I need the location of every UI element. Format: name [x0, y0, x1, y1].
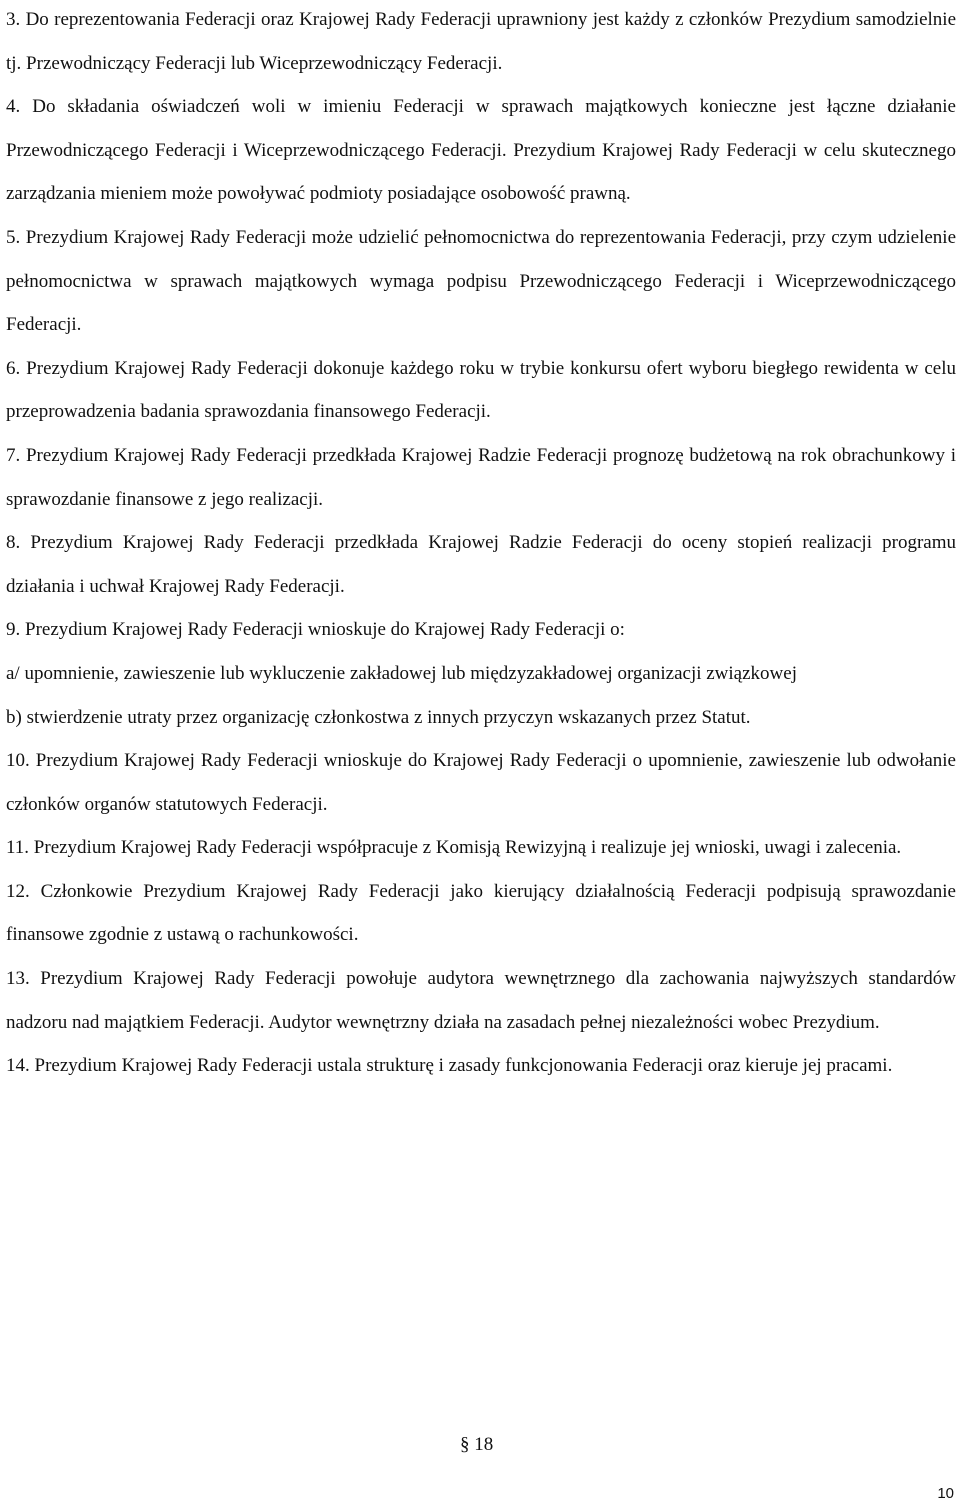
paragraph-10: 10. Prezydium Krajowej Rady Federacji wnioskuje do Krajowej Rady Federacji o upomnienie, zawieszenie lub odwołanie członków organów statutowych Federacji. [6, 750, 956, 815]
paragraph-9a: a/ upomnienie, zawieszenie lub wykluczenie zakładowej lub międzyzakładowej organizacji związkowej [6, 662, 797, 684]
paragraph-9b: b) stwierdzenie utraty przez organizację członkostwa z innych przyczyn wskazanych przez Statut. [6, 706, 751, 728]
page-number: 10 [937, 1485, 954, 1502]
paragraph-13: 13. Prezydium Krajowej Rady Federacji powołuje audytora wewnętrznego dla zachowania najwyższych standardów nadzoru nad majątkiem Federacji. Audytor wewnętrzny działa na zasadach pełnej niezależności wobec Prezydium. [6, 968, 956, 1033]
paragraph-3: 3. Do reprezentowania Federacji oraz Krajowej Rady Federacji uprawniony jest każdy z członków Prezydium samodzielnie tj. Przewodniczący Federacji lub Wiceprzewodniczący Federacji. [6, 9, 956, 74]
section-marker: § 18 [460, 1434, 494, 1455]
paragraph-14: 14. Prezydium Krajowej Rady Federacji ustala strukturę i zasady funkcjonowania Federacji oraz kieruje jej pracami. [6, 1055, 893, 1077]
document-body [6, 0, 956, 1088]
paragraph-7: 7. Prezydium Krajowej Rady Federacji przedkłada Krajowej Radzie Federacji prognozę budżetową na rok obrachunkowy i sprawozdanie finansowe z jego realizacji. [6, 444, 956, 510]
paragraph-8: 8. Prezydium Krajowej Rady Federacji przedkłada Krajowej Radzie Federacji do oceny stopień realizacji programu działania i uchwał Krajowej Rady Federacji. [6, 532, 956, 597]
paragraph-5: 5. Prezydium Krajowej Rady Federacji może udzielić pełnomocnictwa do reprezentowania Federacji, przy czym udzielenie pełnomocnictwa w sprawach majątkowych wymaga podpisu Przewodniczącego Federacji i Wiceprzewodniczącego Federacji. [6, 226, 956, 336]
paragraph-6: 6. Prezydium Krajowej Rady Federacji dokonuje każdego roku w trybie konkursu ofert wyboru biegłego rewidenta w celu przeprowadzenia badania sprawozdania finansowego Federacji. [6, 357, 956, 423]
paragraph-4: 4. Do składania oświadczeń woli w imieniu Federacji w sprawach majątkowych konieczne jest łączne działanie Przewodniczącego Federacji i Wiceprzewodniczącego Federacji. Prezydium Krajowej Rady Federacji w celu skutecznego zarządzania mieniem może powoływać podmioty posiadające osobowość prawną. [6, 96, 956, 205]
paragraph-11: 11. Prezydium Krajowej Rady Federacji współpracuje z Komisją Rewizyjną i realizuje jej wnioski, uwagi i zalecenia. [6, 837, 902, 859]
paragraph-9: 9. Prezydium Krajowej Rady Federacji wnioskuje do Krajowej Rady Federacji o: [6, 619, 625, 641]
paragraph-12: 12. Członkowie Prezydium Krajowej Rady Federacji jako kierujący działalnością Federacji podpisują sprawozdanie finansowe zgodnie z ustawą o rachunkowości. [6, 880, 956, 946]
